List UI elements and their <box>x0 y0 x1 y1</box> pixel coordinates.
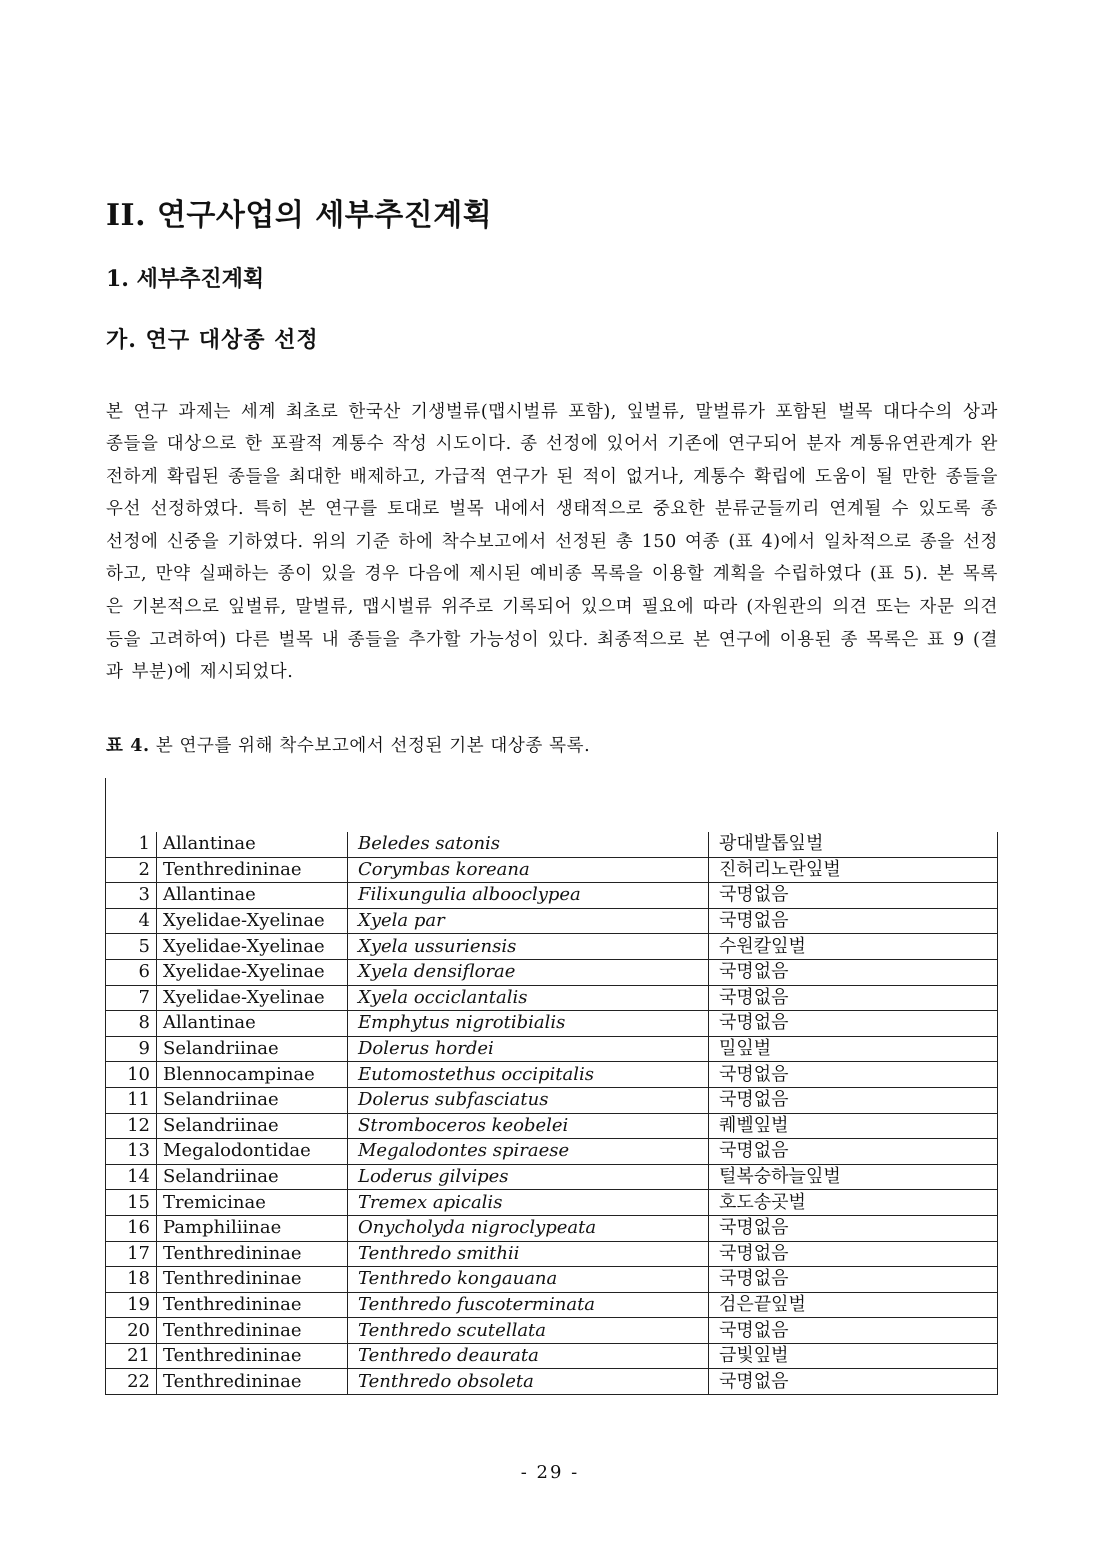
cell-subfamily: Tenthredininae <box>157 857 348 883</box>
cell-scientific-name: Tenthredo scutellata <box>348 1318 709 1344</box>
cell-korean-name: 국명없음 <box>709 1011 998 1037</box>
table-row <box>106 934 998 960</box>
cell-scientific-name: Tenthredo kongauana <box>348 1267 709 1293</box>
cell-subfamily: Blennocampinae <box>157 1062 348 1088</box>
cell-scientific-name: Xyela occiclantalis <box>348 985 709 1011</box>
cell-subfamily: Tenthredininae <box>157 1267 348 1293</box>
table-row <box>106 908 998 934</box>
cell-number: 13 <box>106 1139 157 1165</box>
cell-number: 12 <box>106 1113 157 1139</box>
cell-korean-name: 국명없음 <box>709 1215 998 1241</box>
table-row <box>106 1369 998 1395</box>
table-row <box>106 1318 998 1344</box>
cell-korean-name: 검은끝잎벌 <box>709 1292 998 1318</box>
cell-korean-name: 국명없음 <box>709 959 998 985</box>
table-row <box>106 1087 998 1113</box>
cell-korean-name: 국명없음 <box>709 883 998 909</box>
cell-scientific-name: Xyela par <box>348 908 709 934</box>
cell-scientific-name: Onycholyda nigroclypeata <box>348 1215 709 1241</box>
cell-scientific-name: Megalodontes spiraese <box>348 1139 709 1165</box>
cell-subfamily: Pamphiliinae <box>157 1215 348 1241</box>
table-left-rule <box>105 778 106 834</box>
cell-scientific-name: Tenthredo deaurata <box>348 1343 709 1369</box>
subsubsection-title: 가. 연구 대상종 선정 <box>106 327 319 353</box>
cell-subfamily: Tenthredininae <box>157 1343 348 1369</box>
cell-scientific-name: Xyela densiflorae <box>348 959 709 985</box>
cell-number: 19 <box>106 1292 157 1318</box>
table-row <box>106 1343 998 1369</box>
cell-number: 22 <box>106 1369 157 1395</box>
cell-scientific-name: Beledes satonis <box>348 832 709 857</box>
cell-number: 9 <box>106 1036 157 1062</box>
cell-number: 2 <box>106 857 157 883</box>
cell-korean-name: 국명없음 <box>709 1267 998 1293</box>
cell-number: 20 <box>106 1318 157 1344</box>
cell-scientific-name: Stromboceros keobelei <box>348 1113 709 1139</box>
cell-number: 21 <box>106 1343 157 1369</box>
table-row <box>106 883 998 909</box>
cell-subfamily: Selandriinae <box>157 1164 348 1190</box>
cell-scientific-name: Emphytus nigrotibialis <box>348 1011 709 1037</box>
cell-subfamily: Xyelidae-Xyelinae <box>157 959 348 985</box>
cell-korean-name: 퀘벨잎벌 <box>709 1113 998 1139</box>
table-row <box>106 1215 998 1241</box>
species-table <box>105 832 998 1395</box>
table-row <box>106 1292 998 1318</box>
cell-number: 7 <box>106 985 157 1011</box>
table-row <box>106 959 998 985</box>
cell-subfamily: Allantinae <box>157 883 348 909</box>
cell-korean-name: 수원칼잎벌 <box>709 934 998 960</box>
cell-scientific-name: Dolerus hordei <box>348 1036 709 1062</box>
cell-korean-name: 호도송곳벌 <box>709 1190 998 1216</box>
cell-number: 3 <box>106 883 157 909</box>
cell-scientific-name: Tenthredo obsoleta <box>348 1369 709 1395</box>
cell-subfamily: Tenthredininae <box>157 1318 348 1344</box>
table-row <box>106 1113 998 1139</box>
table-row <box>106 1139 998 1165</box>
cell-number: 14 <box>106 1164 157 1190</box>
cell-subfamily: Tenthredininae <box>157 1292 348 1318</box>
cell-subfamily: Megalodontidae <box>157 1139 348 1165</box>
cell-subfamily: Tenthredininae <box>157 1369 348 1395</box>
cell-number: 6 <box>106 959 157 985</box>
cell-subfamily: Allantinae <box>157 1011 348 1037</box>
cell-korean-name: 국명없음 <box>709 1087 998 1113</box>
cell-korean-name: 국명없음 <box>709 1139 998 1165</box>
table-row <box>106 1164 998 1190</box>
cell-number: 15 <box>106 1190 157 1216</box>
cell-korean-name: 금빛잎벌 <box>709 1343 998 1369</box>
table-row <box>106 1062 998 1088</box>
cell-korean-name: 국명없음 <box>709 1369 998 1395</box>
cell-scientific-name: Filixungulia albooclypea <box>348 883 709 909</box>
cell-korean-name: 광대발톱잎벌 <box>709 832 998 857</box>
cell-scientific-name: Tenthredo fuscoterminata <box>348 1292 709 1318</box>
cell-subfamily: Selandriinae <box>157 1036 348 1062</box>
subsection-title: 1. 세부추진계획 <box>106 266 265 292</box>
cell-subfamily: Allantinae <box>157 832 348 857</box>
cell-scientific-name: Tremex apicalis <box>348 1190 709 1216</box>
cell-subfamily: Xyelidae-Xyelinae <box>157 934 348 960</box>
table-row <box>106 857 998 883</box>
cell-scientific-name: Xyela ussuriensis <box>348 934 709 960</box>
table-caption-label: 표 4. <box>106 736 150 756</box>
cell-number: 8 <box>106 1011 157 1037</box>
cell-number: 1 <box>106 832 157 857</box>
table-caption <box>106 732 590 757</box>
table-row <box>106 1241 998 1267</box>
cell-number: 18 <box>106 1267 157 1293</box>
cell-korean-name: 국명없음 <box>709 1241 998 1267</box>
cell-number: 16 <box>106 1215 157 1241</box>
cell-korean-name: 국명없음 <box>709 908 998 934</box>
cell-korean-name: 털복숭하늘잎벌 <box>709 1164 998 1190</box>
cell-subfamily: Selandriinae <box>157 1087 348 1113</box>
page-number: - 29 - <box>520 1462 580 1483</box>
body-paragraph: 본 연구 과제는 세계 최초로 한국산 기생벌류(맵시벌류 포함), 잎벌류, 말벌류가 포함된 벌목 대다수의 상과 종들을 대상으로 한 포괄적 계통수 작성 시도이다. 종 선정에 있어서 기존에 연구되어 분자 계통유연관계가 완전하게 확립된 종들을 최대한 배제하고, 가급적 연구가 된 적이 없거나, 계통수 확립에 도움이 될 만한 종들을 우선 선정하였다. 특히 본 연구를 토대로 벌목 내에서 생태적으로 중요한 분류군들끼리 연계될 수 있도록 종 선정에 신중을 기하였다. 위의 기준 하에 착수보고에서 선정된 총 150 여종 (표 4)에서 일차적으로 종을 선정하고, 만약 실패하는 종이 있을 경우 다음에 제시된 예비종 목록을 이용할 계획을 수립하였다 (표 5). 본 목록은 기본적으로 잎벌류, 말벌류, 맵시벌류 위주로 기록되어 있으며 필요에 따라 (자원관의 의견 또는 자문 의견 등을 고려하여) 다른 벌목 내 종들을 추가할 가능성이 있다. 최종적으로 본 연구에 이용된 종 목록은 표 9 (결과 부분)에 제시되었다. <box>106 401 998 683</box>
cell-korean-name: 밀잎벌 <box>709 1036 998 1062</box>
cell-subfamily: Xyelidae-Xyelinae <box>157 985 348 1011</box>
table-row <box>106 1036 998 1062</box>
cell-scientific-name: Tenthredo smithii <box>348 1241 709 1267</box>
cell-number: 10 <box>106 1062 157 1088</box>
cell-scientific-name: Eutomostethus occipitalis <box>348 1062 709 1088</box>
cell-subfamily: Tenthredininae <box>157 1241 348 1267</box>
cell-number: 11 <box>106 1087 157 1113</box>
cell-korean-name: 진허리노란잎벌 <box>709 857 998 883</box>
cell-scientific-name: Dolerus subfasciatus <box>348 1087 709 1113</box>
cell-number: 4 <box>106 908 157 934</box>
table-row <box>106 1190 998 1216</box>
table-row <box>106 985 998 1011</box>
cell-subfamily: Tremicinae <box>157 1190 348 1216</box>
cell-korean-name: 국명없음 <box>709 985 998 1011</box>
cell-scientific-name: Loderus gilvipes <box>348 1164 709 1190</box>
cell-scientific-name: Corymbas koreana <box>348 857 709 883</box>
section-title: II. 연구사업의 세부추진계획 <box>106 198 493 233</box>
table-row <box>106 1011 998 1037</box>
cell-number: 5 <box>106 934 157 960</box>
cell-subfamily: Xyelidae-Xyelinae <box>157 908 348 934</box>
table-row <box>106 832 998 857</box>
cell-subfamily: Selandriinae <box>157 1113 348 1139</box>
table-caption-text: 본 연구를 위해 착수보고에서 선정된 기본 대상종 목록. <box>149 736 591 756</box>
table-row <box>106 1267 998 1293</box>
cell-number: 17 <box>106 1241 157 1267</box>
cell-korean-name: 국명없음 <box>709 1318 998 1344</box>
cell-korean-name: 국명없음 <box>709 1062 998 1088</box>
